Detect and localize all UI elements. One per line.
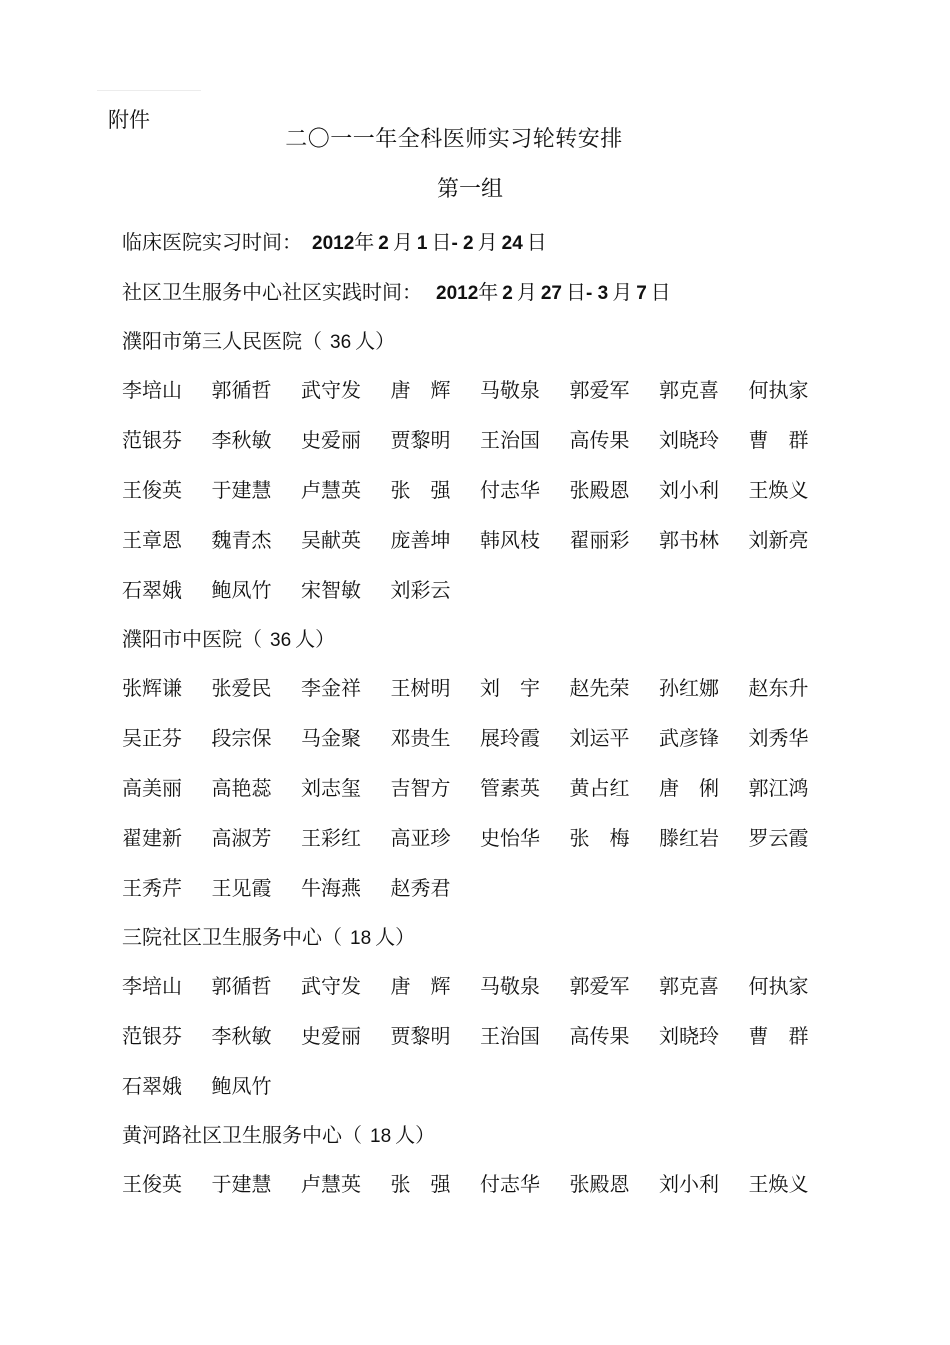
person-name: 孙红娜 [659, 676, 719, 700]
clinical-date-number: 24 [501, 233, 523, 254]
person-name: 宋智敏 [301, 578, 361, 602]
person-name: 唐 辉 [390, 974, 451, 998]
section-count: 18 [350, 928, 372, 949]
person-name: 郭克喜 [659, 974, 719, 998]
community-date-unit: 日 [650, 280, 671, 304]
person-name: 魏青杰 [211, 528, 272, 552]
person-name: 段宗保 [211, 726, 272, 750]
section-count: 36 [270, 630, 292, 651]
person-name: 王俊英 [122, 1172, 182, 1196]
clinical-date-unit: 月 [477, 230, 498, 254]
clinical-date-number: 1 [416, 233, 428, 254]
person-name: 高亚珍 [390, 826, 451, 850]
person-name: 邓贵生 [390, 726, 451, 750]
person-name: 刘小利 [659, 478, 719, 502]
community-date-number: 2012 [436, 283, 479, 304]
clinical-date-number: 2012 [312, 233, 355, 254]
person-name: 吴献英 [301, 528, 361, 552]
person-name: 郭书林 [659, 528, 719, 552]
person-name: 王焕义 [748, 478, 809, 502]
clinical-date-number: - 2 [451, 233, 474, 254]
person-name: 卢慧英 [301, 478, 361, 502]
section-count-unit: 人） [395, 1123, 436, 1147]
clinical-date-unit: 日 [431, 230, 452, 254]
name-row [122, 1166, 882, 1216]
section-heading [122, 622, 882, 670]
person-name: 鲍凤竹 [211, 578, 272, 602]
section-count-unit: 人） [355, 329, 396, 353]
person-name: 李培山 [122, 974, 182, 998]
person-name: 范银芬 [122, 1024, 182, 1048]
person-name: 翟建新 [122, 826, 182, 850]
person-name: 郭爱军 [569, 378, 630, 402]
person-name: 郭江鸿 [748, 776, 809, 800]
clinical-period-label: 临床医院实习时间： [122, 230, 302, 254]
person-name: 付志华 [480, 478, 540, 502]
person-name: 马敬泉 [480, 378, 540, 402]
person-name: 贾黎明 [390, 428, 451, 452]
person-name: 曹 群 [748, 428, 809, 452]
community-period-label: 社区卫生服务中心社区实践时间： [122, 280, 422, 304]
person-name: 郭循哲 [211, 378, 272, 402]
person-name: 赵东升 [748, 676, 809, 700]
person-name: 郭循哲 [211, 974, 272, 998]
person-name: 王焕义 [748, 1172, 809, 1196]
person-name: 石翠娥 [122, 578, 182, 602]
person-name: 高美丽 [122, 776, 182, 800]
person-name: 于建慧 [211, 478, 272, 502]
person-name: 刘秀华 [748, 726, 809, 750]
community-date-number: 7 [636, 283, 647, 304]
name-row [122, 670, 882, 720]
community-period-line [122, 274, 882, 324]
person-name: 史怡华 [480, 826, 540, 850]
community-date-unit: 年 [478, 280, 499, 304]
person-name: 李秋敏 [211, 428, 272, 452]
community-date-number: - 3 [586, 283, 609, 304]
header-rule [97, 90, 201, 91]
person-name: 张 强 [390, 1172, 451, 1196]
person-name: 郭爱军 [569, 974, 630, 998]
person-name: 刘新亮 [748, 528, 809, 552]
community-date-unit: 月 [612, 280, 633, 304]
person-name: 史爱丽 [301, 1024, 361, 1048]
clinical-date-unit: 月 [392, 230, 413, 254]
person-name: 刘晓玲 [659, 1024, 719, 1048]
section-name: 黄河路社区卫生服务中心（ [122, 1123, 362, 1147]
person-name: 马敬泉 [480, 974, 540, 998]
person-name: 唐 辉 [390, 378, 451, 402]
person-name: 马金聚 [301, 726, 361, 750]
person-name: 鲍凤竹 [211, 1074, 272, 1098]
name-row [122, 422, 882, 472]
person-name: 韩风枝 [480, 528, 540, 552]
person-name: 赵先荣 [569, 676, 630, 700]
attachment-label: 附件 [108, 108, 150, 132]
person-name: 管素英 [480, 776, 540, 800]
name-row [122, 870, 882, 920]
document-title: 二〇一一年全科医师实习轮转安排 [285, 127, 623, 152]
person-name: 庞善坤 [390, 528, 451, 552]
person-name: 付志华 [480, 1172, 540, 1196]
name-row [122, 572, 882, 622]
name-row [122, 770, 882, 820]
person-name: 李秋敏 [211, 1024, 272, 1048]
person-name: 刘 宇 [480, 676, 540, 700]
document-body [122, 224, 882, 1216]
person-name: 范银芬 [122, 428, 182, 452]
person-name: 刘晓玲 [659, 428, 719, 452]
community-date-number: 27 [540, 283, 562, 304]
section-count-unit: 人） [375, 925, 416, 949]
person-name: 刘小利 [659, 1172, 719, 1196]
person-name: 高传果 [569, 1024, 630, 1048]
section-count: 36 [330, 332, 352, 353]
person-name: 刘彩云 [390, 578, 451, 602]
person-name: 王俊英 [122, 478, 182, 502]
person-name: 王秀芹 [122, 876, 182, 900]
person-name: 武彦锋 [659, 726, 719, 750]
person-name: 滕红岩 [659, 826, 719, 850]
person-name: 吉智方 [390, 776, 451, 800]
person-name: 贾黎明 [390, 1024, 451, 1048]
community-date-number: 2 [502, 283, 513, 304]
section-name: 濮阳市第三人民医院（ [122, 329, 322, 353]
person-name: 郭克喜 [659, 378, 719, 402]
person-name: 王树明 [390, 676, 451, 700]
section-heading [122, 1118, 882, 1166]
person-name: 吴正芬 [122, 726, 182, 750]
person-name: 王章恩 [122, 528, 182, 552]
section-heading [122, 920, 882, 968]
person-name: 何执家 [748, 378, 809, 402]
person-name: 黄占红 [569, 776, 630, 800]
person-name: 张 梅 [569, 826, 630, 850]
person-name: 牛海燕 [301, 876, 361, 900]
person-name: 高传果 [569, 428, 630, 452]
person-name: 曹 群 [748, 1024, 809, 1048]
person-name: 卢慧英 [301, 1172, 361, 1196]
person-name: 石翠娥 [122, 1074, 182, 1098]
name-row [122, 372, 882, 422]
clinical-date-unit: 日 [526, 230, 547, 254]
person-name: 张殿恩 [569, 1172, 630, 1196]
person-name: 武守发 [301, 974, 361, 998]
person-name: 王见霞 [211, 876, 272, 900]
person-name: 张殿恩 [569, 478, 630, 502]
person-name: 王治国 [480, 428, 540, 452]
name-row [122, 1068, 882, 1118]
person-name: 王治国 [480, 1024, 540, 1048]
name-row [122, 472, 882, 522]
section-count-unit: 人） [295, 627, 336, 651]
person-name: 高艳蕊 [211, 776, 272, 800]
community-date-unit: 日 [566, 280, 586, 304]
name-row [122, 820, 882, 870]
person-name: 史爱丽 [301, 428, 361, 452]
section-heading [122, 324, 882, 372]
person-name: 翟丽彩 [569, 528, 630, 552]
section-name: 三院社区卫生服务中心（ [122, 925, 342, 949]
name-row [122, 522, 882, 572]
person-name: 王彩红 [301, 826, 361, 850]
person-name: 展玲霞 [480, 726, 540, 750]
name-row [122, 968, 882, 1018]
person-name: 张爱民 [211, 676, 272, 700]
name-row [122, 1018, 882, 1068]
clinical-period-line [122, 224, 882, 274]
person-name: 张辉谦 [122, 676, 182, 700]
person-name: 李金祥 [301, 676, 361, 700]
person-name: 武守发 [301, 378, 361, 402]
person-name: 唐 俐 [659, 776, 719, 800]
section-name: 濮阳市中医院（ [122, 627, 262, 651]
person-name: 刘运平 [569, 726, 630, 750]
person-name: 何执家 [748, 974, 809, 998]
group-title: 第一组 [436, 177, 503, 202]
section-count: 18 [370, 1126, 392, 1147]
name-row [122, 720, 882, 770]
person-name: 李培山 [122, 378, 182, 402]
person-name: 罗云霞 [748, 826, 809, 850]
community-date-unit: 月 [516, 280, 537, 304]
person-name: 刘志玺 [301, 776, 361, 800]
person-name: 于建慧 [211, 1172, 272, 1196]
person-name: 赵秀君 [390, 876, 451, 900]
person-name: 张 强 [390, 478, 451, 502]
clinical-date-number: 2 [378, 233, 389, 254]
clinical-date-unit: 年 [354, 230, 375, 254]
person-name: 高淑芳 [211, 826, 272, 850]
